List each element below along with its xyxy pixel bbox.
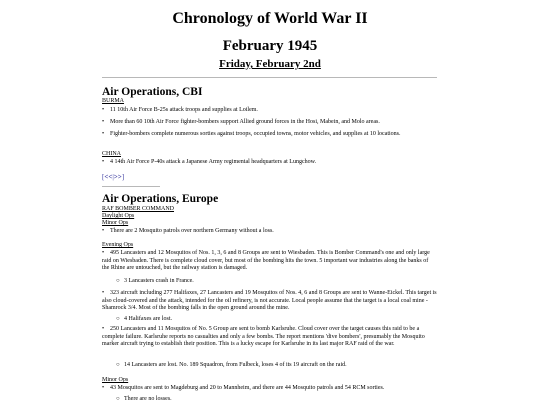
sub-list-item: ○ 14 Lancasters are lost. No. 189 Squadron, from Fulbeck, loses 4 of its 19 aircraft on the raid. xyxy=(116,362,347,368)
prev-link[interactable]: << xyxy=(104,173,113,181)
short-divider xyxy=(102,186,160,187)
minor-ops-link[interactable]: Minor Ops xyxy=(102,220,129,226)
raf-bomber-command-link[interactable]: RAF BOMBER COMMAND xyxy=(102,206,175,212)
list-item: • 11 10th Air Force B-25s attack troops and supplies at Loilem. xyxy=(102,107,258,113)
list-item: • Fighter-bombers complete numerous sorties against troops, occupied towns, motor vehicles, and supplies at 10 locations. xyxy=(102,131,401,137)
page-nav: [<<|>>] xyxy=(102,173,125,181)
minor-ops-link-2[interactable]: Minor Ops xyxy=(102,377,129,383)
list-item: • 43 Mosquitos are sent to Magdeburg and 20 to Mannheim, and there are 44 Mosquito patrols and 54 RCM sorties. xyxy=(102,385,385,391)
list-item: • 250 Lancasters and 11 Mosquitos of No. 5 Group are sent to bomb Karlsruhe. Cloud cover over the target causes this raid to be a complete failure. Karlsruhe reports no casualties and only a few bombs. The report mentions 'dive bombers', presumably the Mosquito marker aircraft trying to establish their position. This is a lucky escape for Karlsruhe in its last major RAF raid of the war. xyxy=(102,326,425,347)
list-item: • 323 aircraft including 277 Halifaxes, 27 Lancasters and 19 Mosquitos of Nos. 4, 6 and 8 Groups are sent to Wanne-Eickel. This target is also cloud-covered and the attack, intended for the oil refinery, is not accurate. Local people assume that the target is a local coal mine - Shamrock 3/4. Most of the bombing falls in the open ground around the mine. xyxy=(102,290,437,311)
page-title: Chronology of World War II xyxy=(172,10,368,27)
section-heading-europe: Air Operations, Europe xyxy=(102,193,219,205)
page-subtitle: February 1945 xyxy=(222,38,318,54)
next-link[interactable]: >> xyxy=(113,173,122,181)
list-item: • There are 2 Mosquito patrols over northern Germany without a loss. xyxy=(102,228,274,234)
divider xyxy=(102,77,437,78)
sub-list-item: ○ There are no losses. xyxy=(116,396,172,402)
date-heading[interactable]: Friday, February 2nd xyxy=(219,58,321,70)
sub-list-item: ○ 3 Lancasters crash in France. xyxy=(116,278,194,284)
section-heading-cbi: Air Operations, CBI xyxy=(102,86,203,98)
daylight-ops-link[interactable]: Daylight Ops xyxy=(102,213,135,219)
sub-list-item: ○ 4 Halifaxes are lost. xyxy=(116,316,172,322)
list-item: • 4 14th Air Force P-40s attack a Japanese Army regimental headquarters at Lungchow. xyxy=(102,159,317,165)
list-item: • More than 60 10th Air Force fighter-bombers support Allied ground forces in the Hosi, Mabein, and Molo areas. xyxy=(102,119,380,125)
burma-link[interactable]: BURMA xyxy=(102,98,125,104)
list-item: • 495 Lancasters and 12 Mosquitos of Nos. 1, 3, 6 and 8 Groups are sent to Wiesbaden. This is Bomber Command's one and only large raid on Wiesbaden. There is complete cloud cover, but most of the bombing hits the town. 5 important war industries along the banks of the Rhine are untouched, but the railway station is damaged. xyxy=(102,250,430,271)
china-link[interactable]: CHINA xyxy=(102,151,121,157)
evening-ops-link[interactable]: Evening Ops xyxy=(102,242,134,248)
